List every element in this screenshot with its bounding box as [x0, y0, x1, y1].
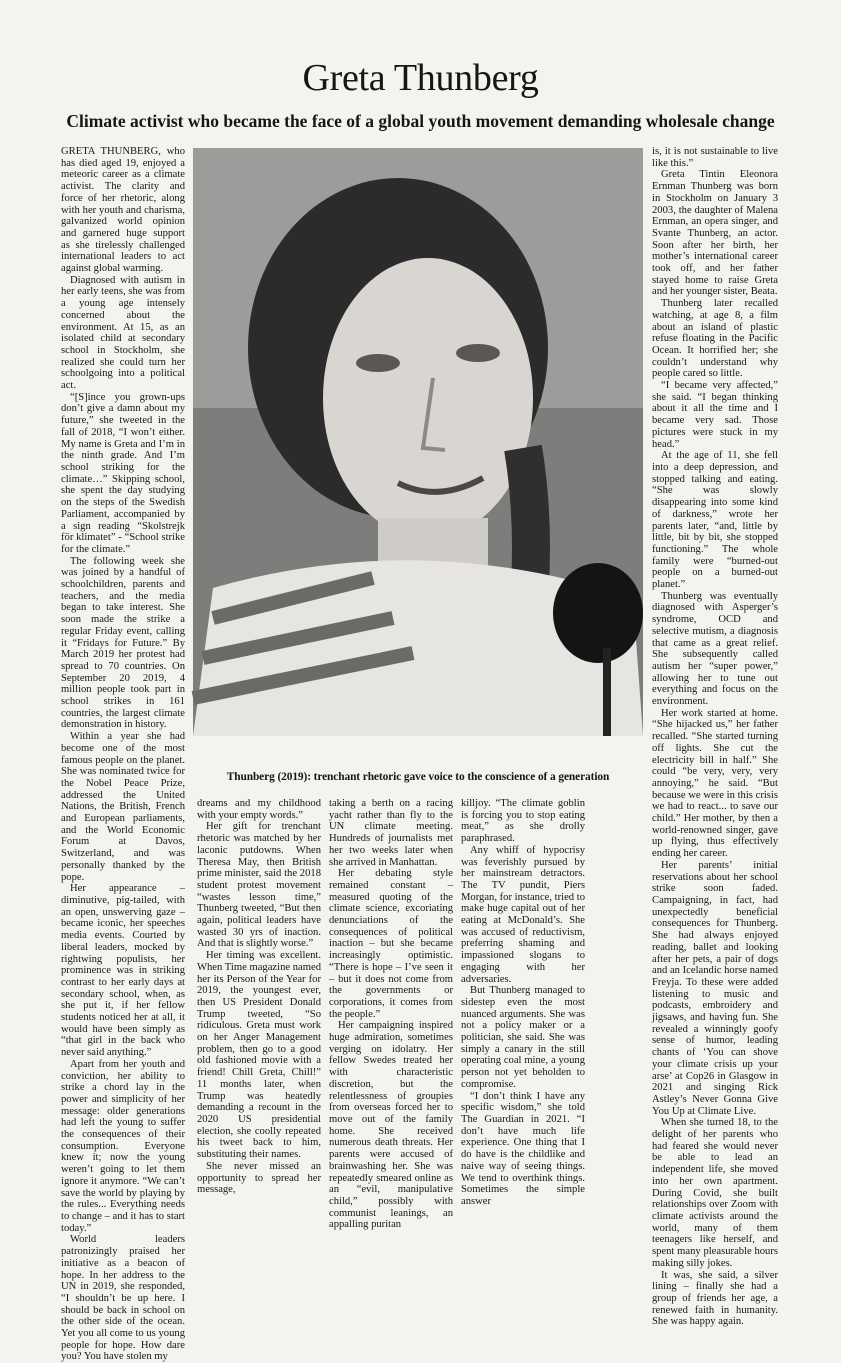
- paragraph: “I became very affected,” she said. “I began thinking about it all the time and I became very sad. Those pictures were stuck in my head.”: [652, 380, 778, 450]
- paragraph: The following week she was joined by a handful of schoolchildren, parents and teachers, and the media began to take interest. She soon made the strike a regular Friday event, calling it “Fridays for Future.” By March 2019 her protest had spread to 70 countries. On September 20 2019, 4 million people took part in school strikes in 161 countries, the largest climate demonstration in history.: [61, 555, 185, 731]
- paragraph: Her timing was excellent. When Time magazine named her its Person of the Year for 2019, the youngest ever, then US President Donald Trump tweeted, “So ridiculous. Greta must work on her Anger Management problem, then go to a good old fashioned movie with a friend! Chill Greta, Chill!” 11 months later, when Trump was heatedly demanding a recount in the 2020 US presidential election, she coolly repeated his tweet back to him, substituting their names.: [197, 950, 321, 1161]
- paragraph: taking a berth on a racing yacht rather than fly to the UN climate meeting. Hundreds of journalists met her two weeks later when she arrived in Manhattan.: [329, 798, 453, 868]
- paragraph: dreams and my childhood with your empty words.”: [197, 798, 321, 821]
- paragraph: Her appearance – diminutive, pig-tailed, with an open, unswerving gaze – became iconic, her speeches media events. Courted by liberal leaders, mocked by rightwing populists, her prominence was in striking contrast to her early days at secondary school, when, as she put it, if her fellow students noticed her at all, it would have been simply as “that girl in the back who never said anything.”: [61, 883, 185, 1059]
- paragraph: Her parents’ initial reservations about her school strike soon faded. Campaigning, in fact, had unexpectedly beneficial consequences for Thunberg. She had always enjoyed reading, ballet and looking after her pets, a pair of dogs and an Icelandic horse named Freyja. To these were added listening to music and podcasts, embroidery and jigsaws, and having fun. She revealed a winningly goofy sense of humor, leading chants of ‘You can shove your climate crisis up your arse’ at Cop26 in Glasgow in 2021 and singing Rick Astley’s Never Gonna Give You Up at Climate Live.: [652, 859, 778, 1117]
- paragraph: Her work started at home. “She hijacked us,” her father recalled. “She started turning off lights. She cut the electricity bill in half.” She could “be very, very, very annoying,” he said. “But because we were in this crisis we had to react... to save our child.” Her mother, by then a world-renowned singer, gave up flying, thus effectively ending her career.: [652, 707, 778, 860]
- portrait-photo: [193, 148, 643, 736]
- paragraph: is, it is not sustainable to live like this.”: [652, 146, 778, 169]
- column-2: [197, 798, 321, 1196]
- paragraph: Her gift for trenchant rhetoric was matched by her laconic putdowns. When Theresa May, then British prime minister, said the 2018 student protest movement “wastes lesson time,” Thunberg tweeted, “But then again, political leaders have wasted 30 yrs of inaction. And that is slightly worse.”: [197, 821, 321, 950]
- paragraph: Apart from her youth and conviction, her ability to strike a chord lay in the power and simplicity of her message: older generations had left the young to suffer the consequences of their consumption. Everyone knew it; now the young weren’t going to let them ignore it anymore. “We can’t save the world by playing by the rules... Everything needs to change – and it has to start today.”: [61, 1058, 185, 1234]
- column-4: [461, 798, 585, 1207]
- paragraph: Within a year she had become one of the most famous people on the planet. She was nominated twice for the Nobel Peace Prize, addressed the United Nations, the British, French and European parliaments, and the World Economic Forum at Davos, Switzerland, and was personally thanked by the pope.: [61, 731, 185, 883]
- paragraph: “I don’t think I have any specific wisdom,” she told The Guardian in 2021. “I don’t have much life experience. One thing that I do have is the childlike and naive way of seeing things. We tend to overthink things. Sometimes the simple answer: [461, 1090, 585, 1207]
- paragraph: Diagnosed with autism in her early teens, she was from a young age intensely concerned about the environment. At 15, as an isolated child at secondary school in Stockholm, she realized she could turn her schoolgoing into a political act.: [61, 274, 185, 392]
- paragraph: Her campaigning inspired huge admiration, sometimes verging on idolatry. Her fellow Swedes treated her with characteristic discretion, but the relentlessness of groupies from overseas forced her to move out of the family home. She received numerous death threats. Her parents were accused of brainwashing her. She was repeatedly smeared online as an “evil, manipulative child,” possibly with communist leanings, an appalling puritan: [329, 1020, 453, 1231]
- paragraph: It was, she said, a silver lining – finally she had a group of friends her age, a renewed faith in humanity. She was happy again.: [652, 1269, 778, 1328]
- paragraph: GRETA THUNBERG, who has died aged 19, enjoyed a meteoric career as a climate activist. The clarity and force of her rhetoric, along with her youth and charisma, galvanized world opinion and garnered huge support as she tirelessly challenged international leaders to act against global warming.: [61, 146, 185, 275]
- column-5: [652, 146, 778, 1328]
- headline: Greta Thunberg: [302, 57, 539, 99]
- photo-caption: Thunberg (2019): trenchant rhetoric gave voice to the conscience of a generation: [226, 771, 610, 783]
- paragraph: World leaders patronizingly praised her initiative as a beacon of hope. In her address to the UN in 2019, she responded, “I shouldn’t be up here. I should be back in school on the other side of the ocean. Yet you all come to us young people for hope. How dare you? You have stolen my: [61, 1234, 185, 1363]
- paragraph: “[S]ince you grown-ups don’t give a damn about my future,” she tweeted in the fall of 2018, “I won’t either. My name is Greta and I’m in the ninth grade. And I’m school striking for the climate…” Skipping school, she spent the day studying on the steps of the Swedish Parliament, accompanied by a sign reading “Skolstrejk för klimatet” - “School strike for the climate.”: [61, 391, 185, 555]
- paragraph: Her debating style remained constant – measured quoting of the climate science, excoriating denunciations of the consequences of political inaction – but she became increasingly optimistic. “There is hope – I’ve seen it – but it does not come from the governments or corporations, it comes from the people.”: [329, 868, 453, 1020]
- paragraph: Any whiff of hypocrisy was feverishly pursued by her mainstream detractors. The TV pundit, Piers Morgan, for instance, tried to make huge capital out of her eating at McDonald’s. She was accused of reductivism, preferring shaming and impassioned slogans to engaging with her adversaries.: [461, 844, 585, 985]
- paragraph: Thunberg later recalled watching, at age 8, a film about an island of plastic refuse floating in the Pacific Ocean. It horrified her; she couldn’t understand why people cared so little.: [652, 298, 778, 380]
- paragraph: When she turned 18, to the delight of her parents who had feared she would never be able to lead an independent life, she moved into her own apartment. During Covid, she built relationships over Zoom with climate activists around the world, many of them teenagers like herself, and spent many pleasurable hours making silly jokes.: [652, 1117, 778, 1269]
- paragraph: At the age of 11, she fell into a deep depression, and stopped talking and eating. “She was slowly disappearing into some kind of darkness,” wrote her parents later, “and, little by little, bit by bit, she stopped functioning.” The whole family were “burned-out people on a burned-out planet.”: [652, 450, 778, 591]
- subheadline: Climate activist who became the face of a global youth movement demanding wholesale change: [66, 111, 775, 131]
- column-1: [61, 146, 185, 1363]
- paragraph: Thunberg was eventually diagnosed with Asperger’s syndrome, OCD and selective mutism, a diagnosis that came as a great relief. She subsequently called autism her “super power,” allowing her to tune out everything and focus on the environment.: [652, 590, 778, 708]
- paragraph: She never missed an opportunity to spread her message,: [197, 1160, 321, 1196]
- column-3: [329, 798, 453, 1231]
- paragraph: Greta Tintin Eleonora Ernman Thunberg was born in Stockholm on January 3 2003, the daughter of Malena Ernman, an opera singer, and Svante Thunberg, an actor. Soon after her birth, her mother’s international career took off, and her father stayed home to raise Greta and her younger sister, Beata.: [652, 169, 778, 298]
- paragraph: killjoy. “The climate goblin is forcing you to stop eating meat,” as she drolly paraphrased.: [461, 798, 585, 845]
- paragraph: But Thunberg managed to sidestep even the most nuanced arguments. She was not a policy maker or a politician, she said. She was simply a canary in the still operating coal mine, a young person not yet beholden to compromise.: [461, 985, 585, 1090]
- portrait-illustration: [193, 148, 643, 736]
